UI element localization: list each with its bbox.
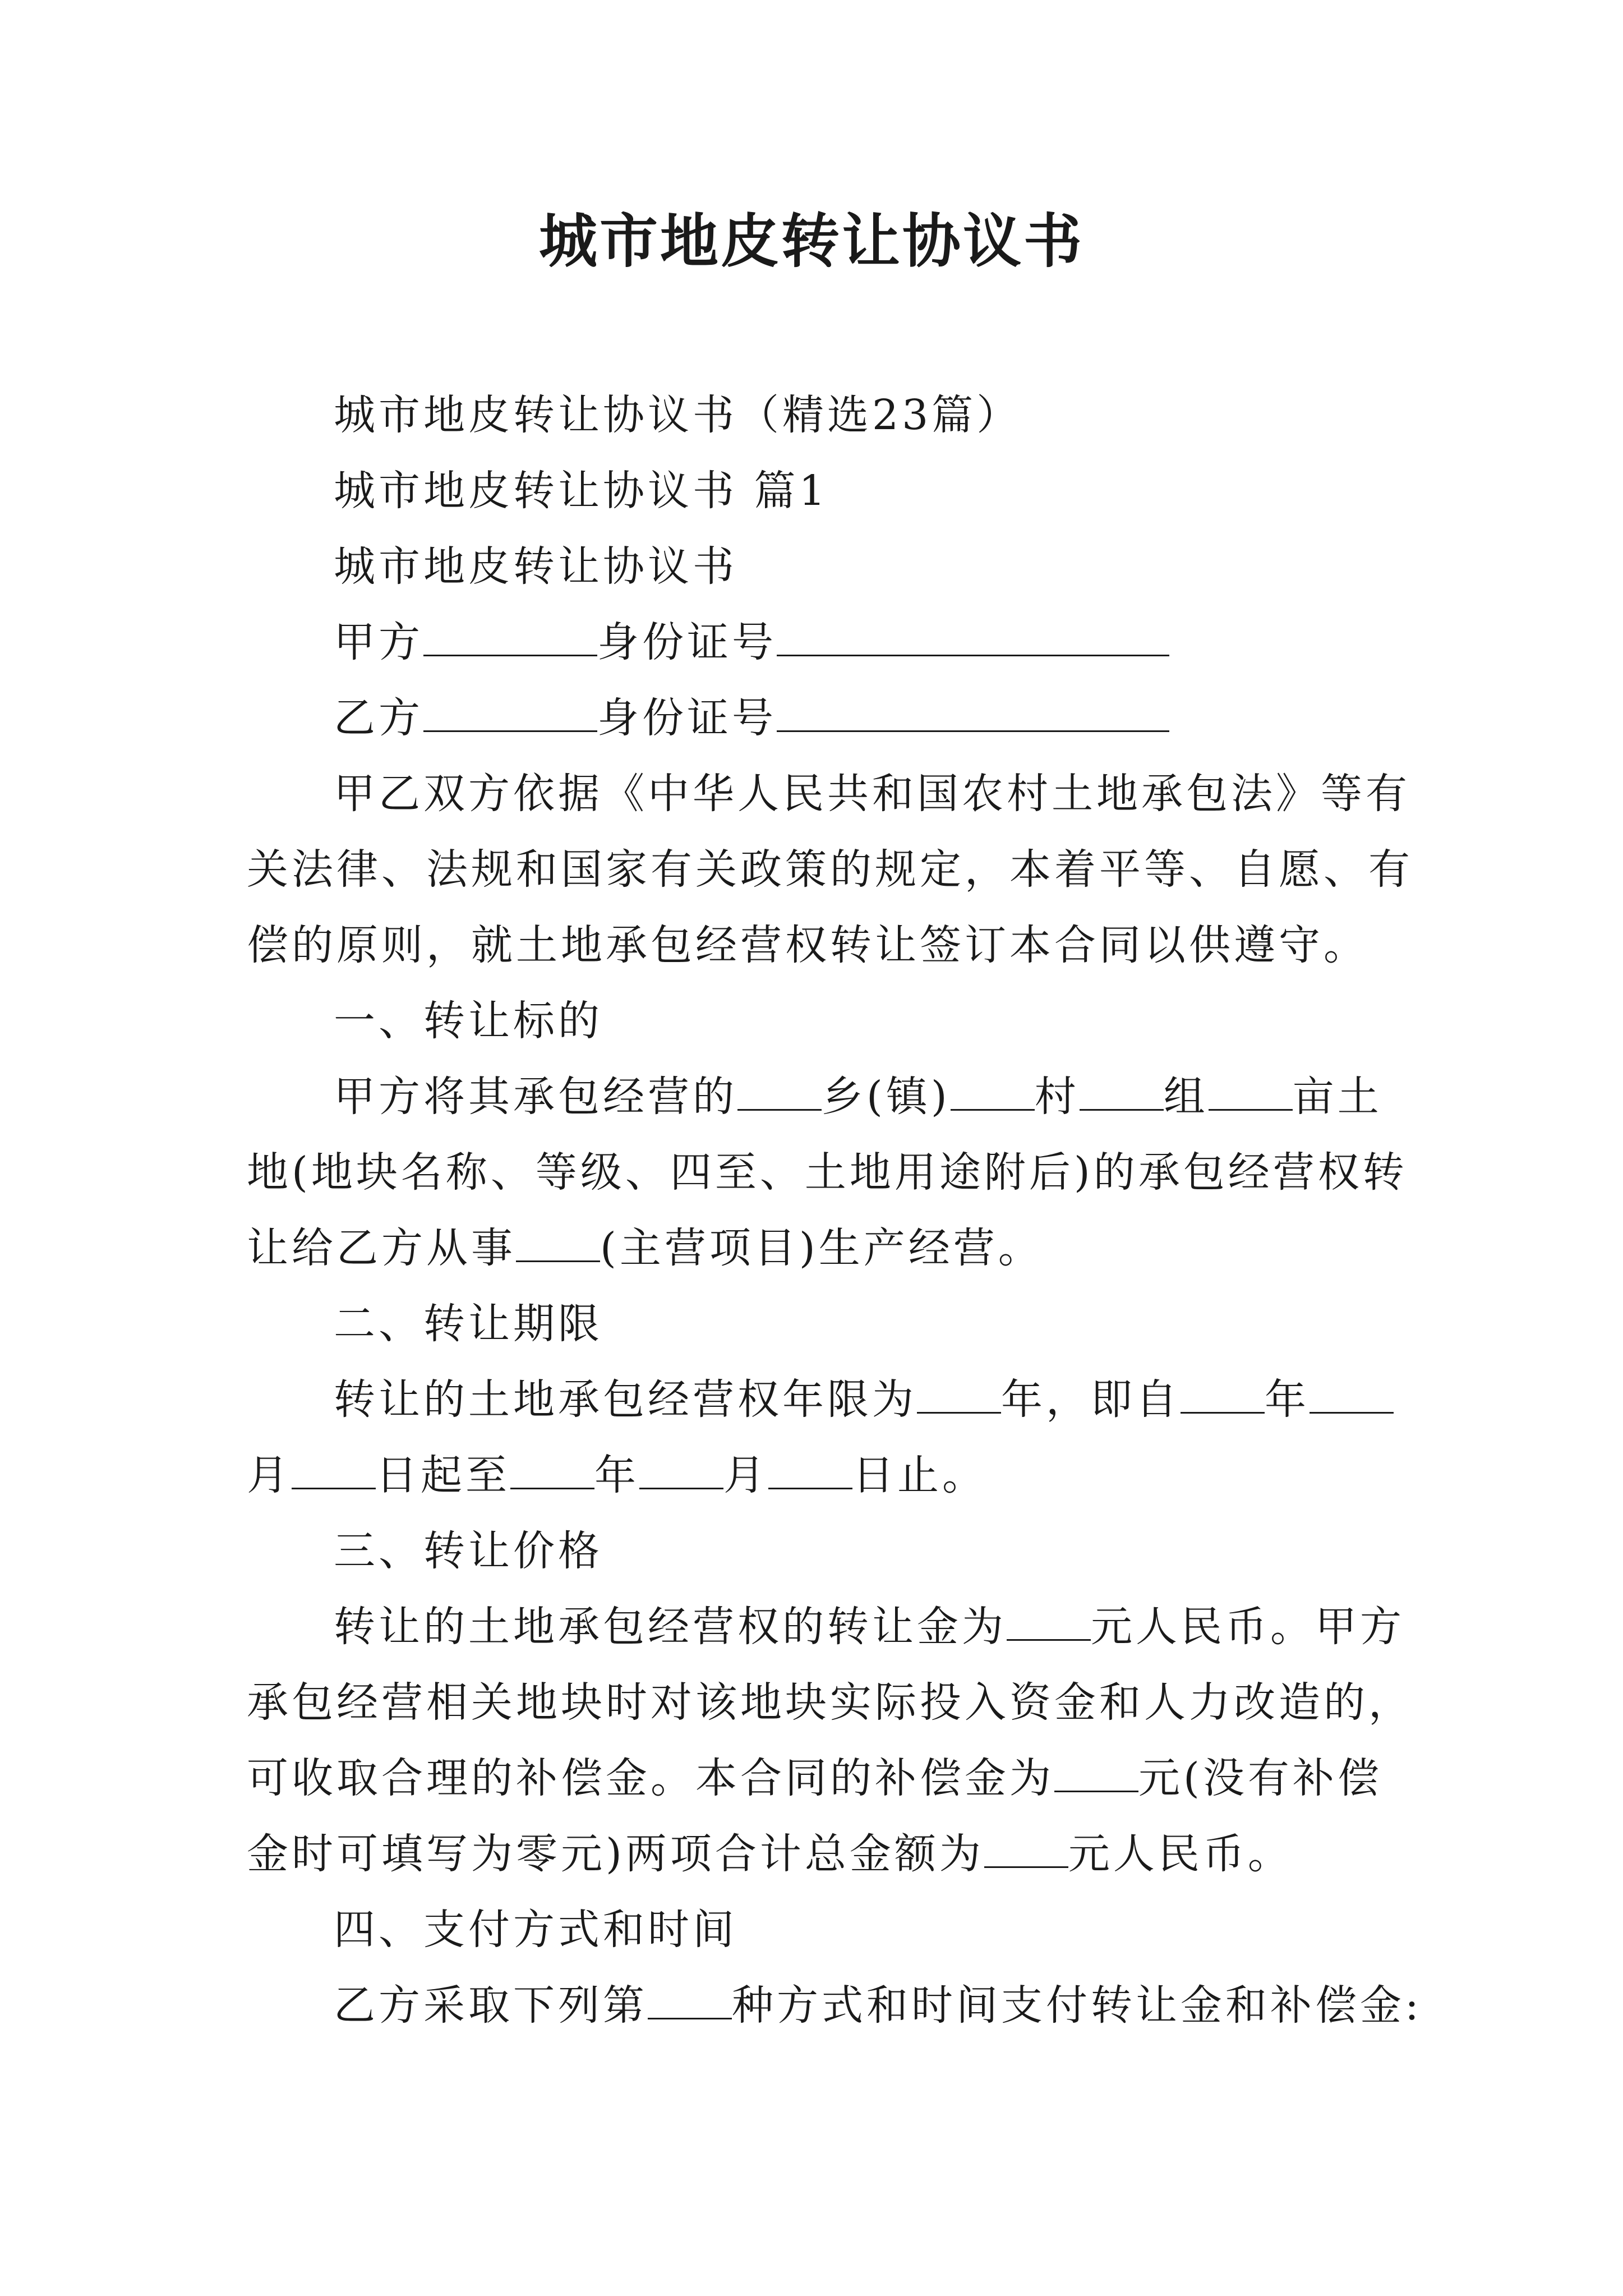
document-title: 城市地皮转让协议书	[538, 206, 1084, 275]
start-day-blank	[292, 1450, 376, 1489]
group-blank	[1080, 1071, 1164, 1111]
end-day-blank	[768, 1450, 852, 1489]
end-year-blank	[510, 1450, 594, 1489]
s2-text-g: 月	[723, 1451, 768, 1499]
s3-text-b: 元人民币。甲方	[1091, 1603, 1405, 1651]
start-year-blank	[1181, 1374, 1265, 1414]
acre-blank	[1209, 1071, 1293, 1111]
transfer-fee-blank	[1007, 1601, 1091, 1641]
s1-text-e: 亩土	[1292, 1073, 1382, 1121]
party-a-id-blank	[777, 616, 1169, 656]
s2-text-h: 日止。	[852, 1451, 987, 1499]
term-years-blank	[917, 1374, 1001, 1414]
section-4-heading: 四、支付方式和时间	[334, 1906, 737, 1954]
s1-text-c: 村	[1034, 1073, 1080, 1121]
intro-line-2: 关法律、法规和国家有关政策的规定，本着平等、自愿、有	[247, 845, 1413, 894]
s2-text-f: 年	[594, 1451, 639, 1499]
section-1-line-1	[334, 1069, 1382, 1125]
s2-text-d: 月	[247, 1451, 292, 1499]
party-a-name-blank	[423, 616, 597, 656]
party-a-label: 甲方	[334, 618, 423, 666]
township-blank	[737, 1071, 822, 1111]
section-4-line-1	[334, 1977, 1422, 2033]
party-b-id-blank	[777, 692, 1169, 732]
start-month-blank	[1310, 1374, 1394, 1414]
party-a-line	[334, 614, 1169, 670]
section-3-line-2: 承包经营相关地块时对该地块实际投入资金和人力改造的，	[247, 1678, 1413, 1727]
s2-text-a: 转让的土地承包经营权年限为	[334, 1375, 917, 1424]
section-2-line-2	[247, 1447, 987, 1503]
s3-text-a: 转让的土地承包经营权的转让金为	[334, 1603, 1007, 1651]
intro-line-1: 甲乙双方依据《中华人民共和国农村土地承包法》等有	[334, 770, 1410, 818]
s4-text-a: 乙方采取下列第	[334, 1981, 648, 2030]
section-1-heading: 一、转让标的	[334, 997, 603, 1045]
section-1-line-3	[247, 1220, 1043, 1276]
s4-text-b: 种方式和时间支付转让金和补偿金:	[732, 1981, 1422, 2030]
intro-line-3: 偿的原则，就土地承包经营权转让签订本合同以供遵守。	[247, 921, 1368, 969]
compensation-blank	[1054, 1752, 1138, 1792]
village-blank	[951, 1071, 1035, 1111]
total-amount-blank	[984, 1828, 1068, 1868]
payment-option-blank	[648, 1980, 732, 2019]
party-b-id-label: 身份证号	[597, 694, 777, 742]
s2-text-b: 年，即自	[1001, 1375, 1181, 1424]
section-1-line-2: 地(地块名称、等级、四至、土地用途附后)的承包经营权转	[247, 1148, 1408, 1197]
section-3-heading: 三、转让价格	[334, 1527, 603, 1575]
party-b-label: 乙方	[334, 694, 423, 742]
section-3-line-4	[247, 1826, 1293, 1882]
s3-text-c: 可收取合理的补偿金。本合同的补偿金为	[247, 1754, 1054, 1802]
party-a-id-label: 身份证号	[597, 618, 777, 666]
s1-text-g: (主营项目)生产经营。	[600, 1224, 1043, 1272]
project-blank	[516, 1222, 600, 1262]
s1-text-a: 甲方将其承包经营的	[334, 1073, 737, 1121]
document-subtitle: 城市地皮转让协议书（精选23篇）	[334, 391, 1022, 439]
s2-text-e: 日起至	[376, 1451, 510, 1499]
s3-text-e: 金时可填写为零元)两项合计总金额为	[247, 1830, 984, 1878]
section-3-line-1	[334, 1599, 1405, 1655]
s1-text-d: 组	[1163, 1073, 1209, 1121]
party-b-line	[334, 690, 1169, 746]
s1-text-f: 让给乙方从事	[247, 1224, 516, 1272]
section-2-line-1	[334, 1372, 1394, 1428]
s1-text-b: 乡(镇)	[822, 1073, 951, 1121]
document-heading: 城市地皮转让协议书	[334, 542, 737, 591]
s2-text-c: 年	[1265, 1375, 1310, 1424]
section-2-heading: 二、转让期限	[334, 1300, 603, 1348]
party-b-name-blank	[423, 692, 597, 732]
end-month-blank	[639, 1450, 723, 1489]
section-3-line-3	[247, 1750, 1382, 1806]
s3-text-d: 元(没有补偿	[1138, 1754, 1382, 1802]
s3-text-f: 元人民币。	[1068, 1830, 1293, 1878]
section-label: 城市地皮转让协议书 篇1	[334, 467, 829, 515]
